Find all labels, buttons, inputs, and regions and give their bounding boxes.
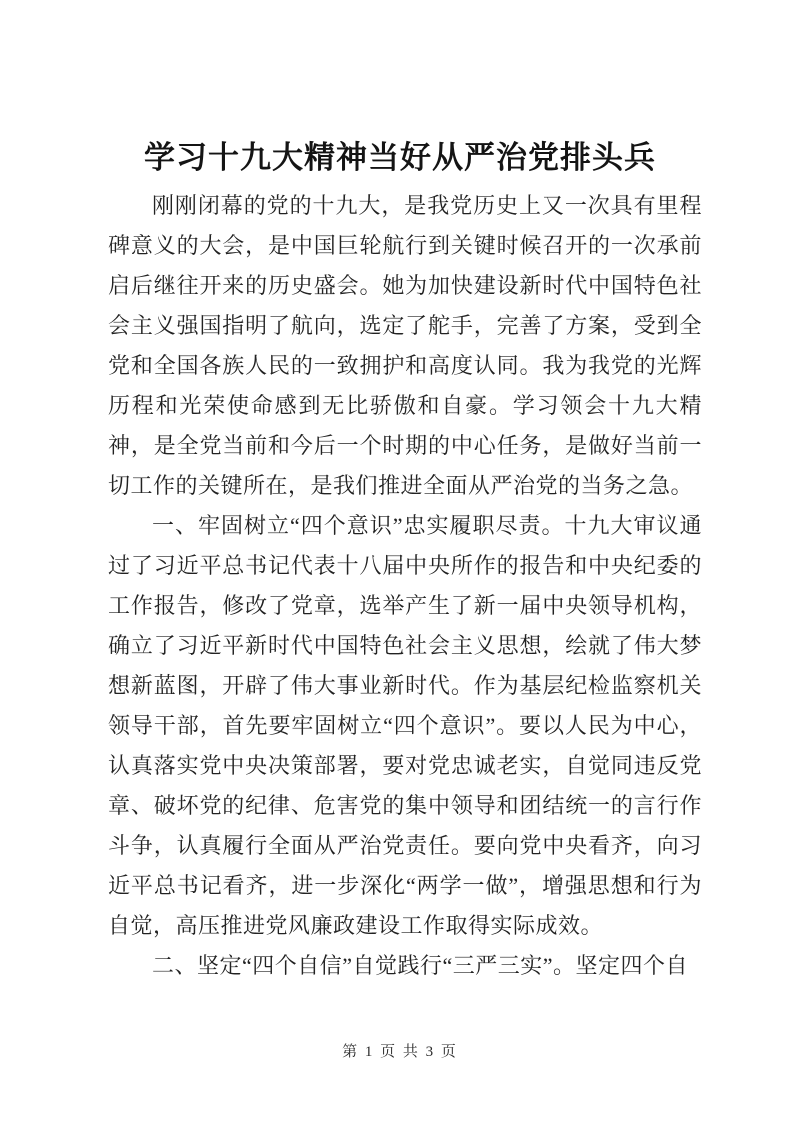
document-title: 学习十九大精神当好从严治党排头兵 (144, 140, 656, 175)
paragraph-section-two: 二、坚定“四个自信”自觉践行“三严三实”。坚定四个自 (152, 953, 689, 978)
page-number-footer: 第 1 页 共 3 页 (342, 1044, 458, 1060)
document-body (108, 186, 702, 986)
paragraph-intro: 刚刚闭幕的党的十九大，是我党历史上又一次具有里程碑意义的大会，是中国巨轮航行到关键时候召开的一次承前启后继往开来的历史盛会。她为加快建设新时代中国特色社会主义强国指明了航向，选定了舵手，完善了方案，受到全党和全国各族人民的一致拥护和高度认同。我为我党的光辉历程和光荣使命感到无比骄傲和自豪。学习领会十九大精神，是全党当前和今后一个时期的中心任务，是做好当前一切工作的关键所在，是我们推进全面从严治党的当务之急。 (108, 193, 702, 498)
paragraph-section-one: 一、牢固树立“四个意识”忠实履职尽责。十九大审议通过了习近平总书记代表十八届中央所作的报告和中央纪委的工作报告，修改了党章，选举产生了新一届中央领导机构，确立了习近平新时代中国特色社会主义思想，绘就了伟大梦想新蓝图，开辟了伟大事业新时代。作为基层纪检监察机关领导干部，首先要牢固树立“四个意识”。要以人民为中心，认真落实党中央决策部署，要对党忠诚老实，自觉同违反党章、破坏党的纪律、危害党的集中领导和团结统一的言行作斗争，认真履行全面从严治党责任。要向党中央看齐，向习近平总书记看齐，进一步深化“两学一做”，增强思想和行为自觉，高压推进党风廉政建设工作取得实际成效。 (108, 513, 702, 938)
